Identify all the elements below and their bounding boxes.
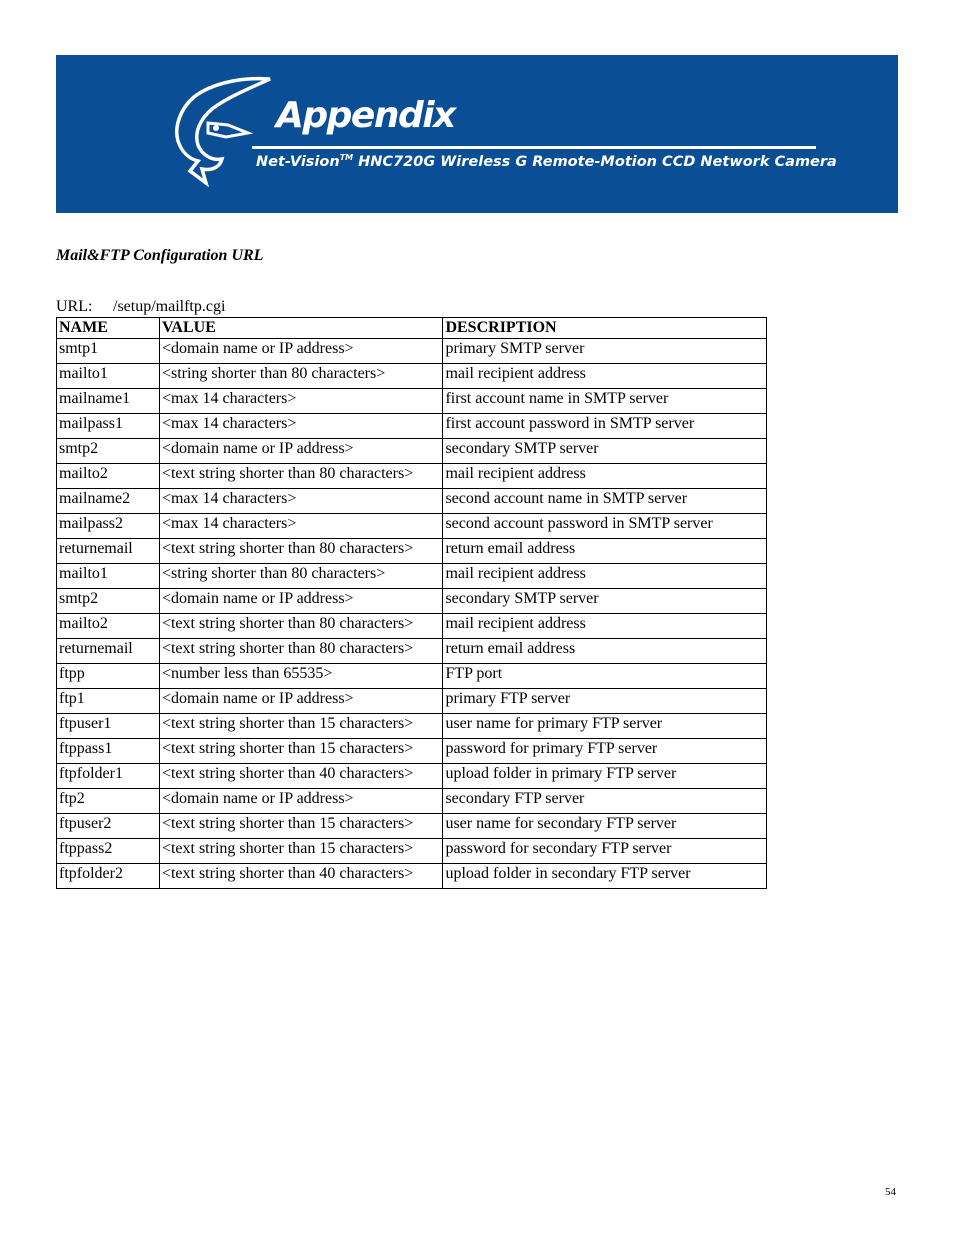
cell-name: ftp2 [57,789,160,814]
cell-description: second account password in SMTP server [443,514,767,539]
subtitle-brand: Net-Vision [256,153,340,170]
banner-subtitle [256,153,837,170]
cell-description: return email address [443,639,767,664]
cell-name: mailto1 [57,564,160,589]
table-row [57,664,767,689]
cell-description: user name for primary FTP server [443,714,767,739]
cell-value: <text string shorter than 40 characters> [159,864,443,889]
cell-name: smtp2 [57,589,160,614]
page-number: 54 [885,1186,896,1198]
cell-value: <domain name or IP address> [159,589,443,614]
url-line [56,298,225,316]
appendix-banner [56,55,898,213]
cell-description: primary SMTP server [443,339,767,364]
table-row [57,789,767,814]
cell-value: <text string shorter than 80 characters> [159,539,443,564]
cell-value: <text string shorter than 40 characters> [159,764,443,789]
cell-description: return email address [443,539,767,564]
cell-value: <string shorter than 80 characters> [159,364,443,389]
eagle-head-logo-icon [172,75,272,187]
cell-description: primary FTP server [443,689,767,714]
header-value: VALUE [159,318,443,339]
cell-value: <domain name or IP address> [159,689,443,714]
cell-name: mailto2 [57,464,160,489]
cell-value: <text string shorter than 80 characters> [159,639,443,664]
cell-description: secondary FTP server [443,789,767,814]
cell-name: mailto1 [57,364,160,389]
cell-value: <domain name or IP address> [159,789,443,814]
cell-value: <domain name or IP address> [159,439,443,464]
cell-name: mailpass1 [57,414,160,439]
url-label: URL: [56,298,93,315]
header-name: NAME [57,318,160,339]
cell-description: secondary SMTP server [443,589,767,614]
banner-rule [252,146,816,149]
table-row [57,864,767,889]
subtitle-trademark: TM [339,153,354,162]
table-header-row [57,318,767,339]
cell-name: mailpass2 [57,514,160,539]
table-row [57,564,767,589]
cell-description: mail recipient address [443,364,767,389]
cell-description: upload folder in primary FTP server [443,764,767,789]
table-row [57,714,767,739]
parameters-table [56,317,767,889]
cell-description: password for primary FTP server [443,739,767,764]
table-row [57,614,767,639]
table-row [57,639,767,664]
cell-name: ftpfolder1 [57,764,160,789]
cell-name: mailname1 [57,389,160,414]
cell-value: <text string shorter than 15 characters> [159,814,443,839]
cell-description: password for secondary FTP server [443,839,767,864]
cell-value: <number less than 65535> [159,664,443,689]
cell-name: ftp1 [57,689,160,714]
cell-name: ftpfolder2 [57,864,160,889]
table-row [57,589,767,614]
cell-name: smtp1 [57,339,160,364]
cell-description: first account name in SMTP server [443,389,767,414]
cell-description: mail recipient address [443,614,767,639]
cell-name: ftppass1 [57,739,160,764]
cell-description: first account password in SMTP server [443,414,767,439]
header-description: DESCRIPTION [443,318,767,339]
table-row [57,689,767,714]
url-value: /setup/mailftp.cgi [113,298,226,315]
cell-value: <text string shorter than 15 characters> [159,839,443,864]
cell-name: mailto2 [57,614,160,639]
table-row [57,414,767,439]
cell-description: secondary SMTP server [443,439,767,464]
cell-description: second account name in SMTP server [443,489,767,514]
cell-description: upload folder in secondary FTP server [443,864,767,889]
cell-description: mail recipient address [443,464,767,489]
cell-name: returnemail [57,539,160,564]
cell-value: <text string shorter than 15 characters> [159,714,443,739]
cell-name: ftpuser1 [57,714,160,739]
cell-value: <text string shorter than 80 characters> [159,614,443,639]
cell-name: ftpp [57,664,160,689]
cell-value: <max 14 characters> [159,489,443,514]
cell-value: <text string shorter than 15 characters> [159,739,443,764]
table-row [57,764,767,789]
cell-description: FTP port [443,664,767,689]
cell-value: <max 14 characters> [159,514,443,539]
table-row [57,539,767,564]
table-row [57,364,767,389]
table-row [57,814,767,839]
table-row [57,439,767,464]
cell-value: <domain name or IP address> [159,339,443,364]
cell-description: mail recipient address [443,564,767,589]
subtitle-text: HNC720G Wireless G Remote-Motion CCD Network Camera [353,153,837,170]
table-row [57,389,767,414]
cell-description: user name for secondary FTP server [443,814,767,839]
table-row [57,514,767,539]
cell-name: ftpuser2 [57,814,160,839]
table-row [57,339,767,364]
cell-name: ftppass2 [57,839,160,864]
cell-value: <string shorter than 80 characters> [159,564,443,589]
table-row [57,489,767,514]
cell-name: returnemail [57,639,160,664]
banner-title: Appendix [276,95,455,136]
cell-name: mailname2 [57,489,160,514]
table-row [57,739,767,764]
section-title: Mail&FTP Configuration URL [56,247,264,264]
cell-name: smtp2 [57,439,160,464]
table-row [57,464,767,489]
cell-value: <max 14 characters> [159,389,443,414]
cell-value: <max 14 characters> [159,414,443,439]
cell-value: <text string shorter than 80 characters> [159,464,443,489]
table-row [57,839,767,864]
